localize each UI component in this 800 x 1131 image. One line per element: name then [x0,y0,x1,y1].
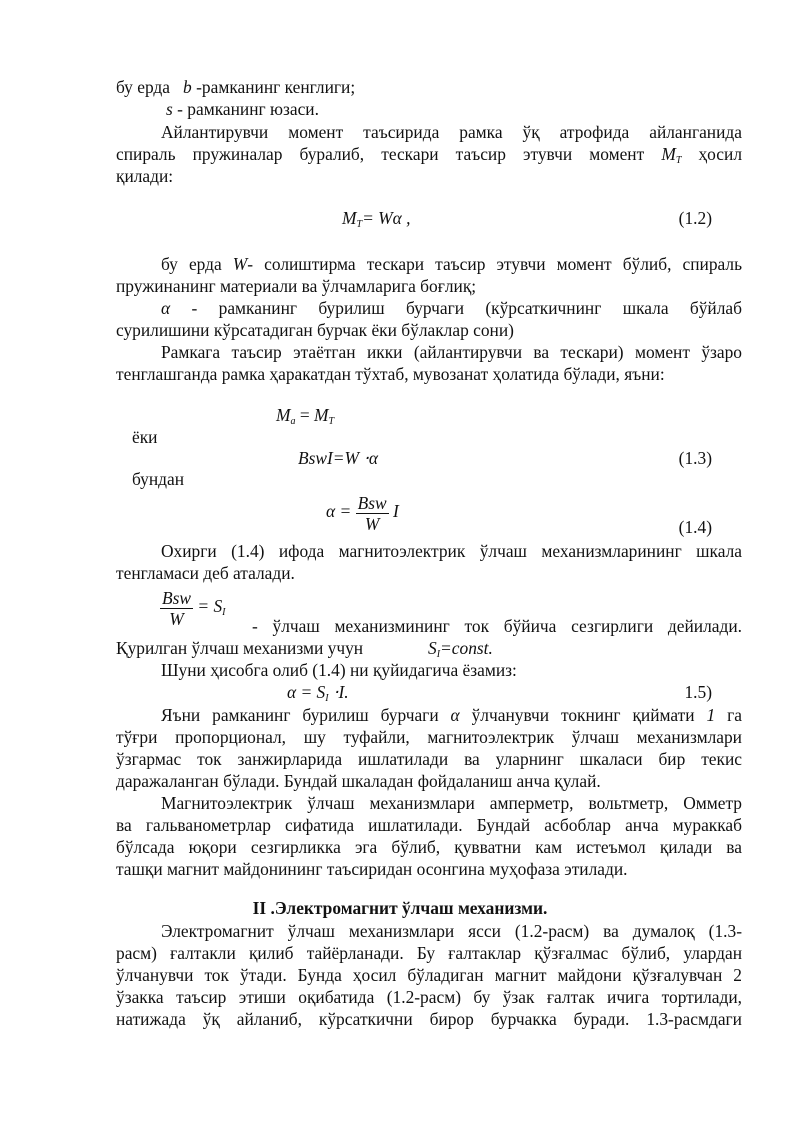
paragraph-line: Магнитоэлектрик ўлчаш механизмлари амперметр, вольтметр, Омметр [161,793,742,813]
const-formula: $S_I=const$. [428,638,493,660]
definition-b-line [116,76,355,98]
paragraph-line: Электромагнит ўлчаш механизмлари ясси (1.2-расм) ва думалоқ (1.3- [161,921,742,941]
fraction: $\frac{\text{Bsw}}{W}$ [162,587,191,629]
paragraph-line: Шуни ҳисобга олиб (1.4) ни қуйидагича ёзамиз: [161,660,517,680]
fraction: $\frac{\text{Bsw}}{W}$ [357,492,387,534]
equation-balance: $M_a = M_T$ [276,405,335,427]
paragraph-line: тўғри пропорционал, шу туфайли, магнитоэлектрик ўлчаш механизмлари [116,727,742,747]
sensitivity-formula: $\frac{\text{Bsw}}{W}$ = $S_I$ [162,587,226,629]
paragraph-line: Рамкага таъсир этаётган икки (айлантирувчи ва тескари) момент ўзаро [161,342,742,362]
equation-number: (1.4) [678,517,712,537]
paragraph-line: сурилишини кўрсатадиган бурчак ёки бўлаклар сони) [116,320,514,340]
paragraph-line: Яъни рамканинг бурилиш бурчаги α ўлчанувчи токнинг қиймати 1 га [161,705,742,725]
paragraph-line: ўзакка таъсир этиши оқибатида (1.2-расм) бу ўзак ғалтак ичига тортилади, [116,987,742,1007]
paragraph-line: Айлантирувчи момент таъсирида рамка ўқ атрофида айланганида [161,122,742,142]
word-or: ёки [132,427,158,447]
paragraph-line: Қурилган ўлчаш механизми учун [116,638,364,658]
var-s: s [166,99,173,119]
paragraph-line: ўлчанувчи ток ўтади. Бунда ҳосил бўладиган магнит майдони қўзғалувчан 2 [116,965,742,985]
word-hence: бундан [132,469,185,489]
equation-number: 1.5) [684,682,712,702]
paragraph-line: бўлсада юқори сезгирликка эга бўлиб, қувватни кам истеъмол қилади ва [116,837,742,857]
equation-1-5: $\alpha = S_I \cdot I$. [287,682,349,704]
paragraph-line: бу ерда W- солиштирма тескари таъсир этувчи момент бўлиб, спираль [161,254,743,274]
var-b: b [183,77,192,97]
section-heading: II .Электромагнит ўлчаш механизми. [252,898,548,918]
paragraph-line: пружинанинг материали ва ўлчамларига боғлиқ; [116,276,477,296]
text: - рамканинг юзаси. [177,99,319,119]
paragraph-line: ташқи магнит майдонининг таъсиридан осонгина муҳофаза этилади. [116,859,628,879]
equation-1-2: $M_T= W\alpha$ , [342,208,411,230]
paragraph-line: натижада ўқ айланиб, кўрсаткични бирор бурчакка буради. 1.3-расмдаги [116,1009,742,1029]
paragraph-line: ва гальванометрлар сифатида ишлатилади. Бундай асбоблар анча мураккаб [116,815,742,835]
paragraph-line: спираль пружиналар буралиб, тескари таъсир этувчи момент $M_T$ ҳосил [116,144,742,166]
paragraph-line: Охирги (1.4) ифода магнитоэлектрик ўлчаш механизмларининг шкала [161,541,742,561]
equation-1-4: α = $\frac{\text{Bsw}}{W}$ I [326,492,399,534]
text: бу ерда [116,77,170,97]
equation-number: (1.2) [678,208,712,228]
paragraph-line: даражаланган бўлади. Бундай шкаладан фойдаланиш анча қулай. [116,771,601,791]
paragraph-line: тенглашганда рамка ҳаракатдан тўхтаб, мувозанат ҳолатида бўлади, яъни: [116,364,665,384]
equation-number: (1.3) [678,448,712,468]
definition-s-line [166,98,319,120]
paragraph-line: - ўлчаш механизмининг ток бўйича сезгирлиги дейилади. [252,616,742,636]
paragraph-line: қилади: [116,166,174,186]
equation-1-3: BswI=W ⋅α [298,448,379,468]
paragraph-line: ўзгармас ток занжирларида ишлатилади ва уларнинг шкаласи бир текис [116,749,742,769]
paragraph-line: тенгламаси деб аталади. [116,563,295,583]
paragraph-line: α - рамканинг бурилиш бурчаги (кўрсаткичнинг шкала бўйлаб [161,298,742,318]
paragraph-line: расм) ғалтакли қилиб тайёрланади. Бу ғалтаклар қўзғалмас бўлиб, улардан [116,943,742,963]
text: -рамканинг кенглиги; [196,77,356,97]
